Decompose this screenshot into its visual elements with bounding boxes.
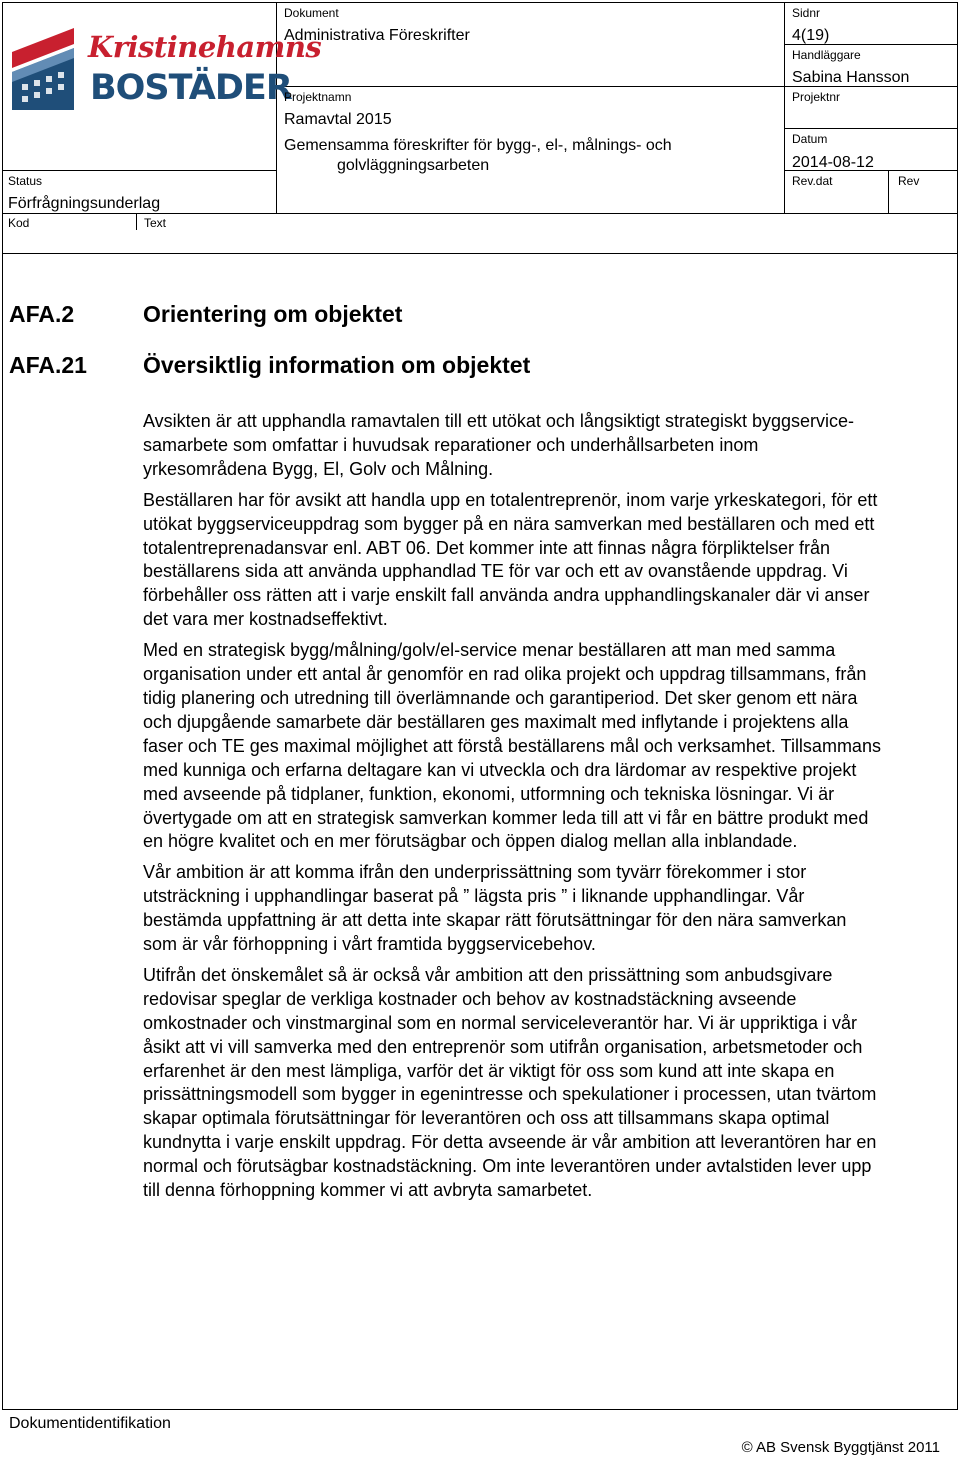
logo-script-text: Kristinehamns [88, 30, 322, 64]
paragraph: Utifrån det önskemålet så är också vår ambition att den prissättning som anbudsgivare redovisar speglar de verkliga kostnader och behov av kostnadstäckning avseende omkostnader och vinstmarginal som en normal serviceleverantör har. Vi är uppriktiga i vår åsikt att vi vill samverka med den entreprenör som utifrån organisation, arbetsmetoder och erfarenhet är den mest lämpliga, varför det är viktigt för oss som kund att inte skapa en prissättningsmodell som bygger in egenintresse och spekulationer i processen, utan tvärtom skapar optimala förutsättningar för leverantören och oss att tillsammans skapa optimal kundnytta i varje enskilt uppdrag. För detta avseende är vår ambition att leverantören har en normal och förutsägbar kostnadstäckning. Om inte leverantören under avtalstiden lever upp till denna förhoppning kommer vi att avbryta samarbetet. [143, 964, 877, 1201]
projektnamn-value-line1: Ramavtal 2015 [284, 111, 392, 128]
sidnr-value: 4(19) [792, 27, 830, 44]
section-title: Orientering om objektet [143, 301, 403, 327]
copyright-notice [742, 1438, 940, 1458]
projektnamn-value-line2: Gemensamma föreskrifter för bygg-, el-, målnings- och [284, 137, 672, 154]
projektnamn-value-line3: golvläggningsarbeten [337, 157, 490, 174]
revdat-label: Rev.dat [792, 174, 833, 188]
status-label: Status [8, 174, 43, 188]
status-value: Förfrågningsunderlag [8, 195, 161, 212]
copyright-icon: © [741, 1439, 753, 1456]
rev-label: Rev [898, 174, 920, 188]
projektnr-label: Projektnr [792, 90, 841, 104]
dokument-label: Dokument [284, 6, 339, 20]
datum-label: Datum [792, 132, 828, 146]
logo-wordmark: BOSTÄDER [90, 68, 292, 108]
body-text [143, 410, 883, 1210]
section-code: AFA.2 [9, 301, 75, 327]
projektnamn-label: Projektnamn [284, 90, 352, 104]
paragraph: Vår ambition är att komma ifrån den underprissättning som tyvärr förekommer i stor utsträckning i upphandlingar baserat på ” lägsta pris ” i liknande upphandlingar. Vår bestämda uppfattning är att detta inte skapar rätt förutsättningar för den nära samverkan som är vår förhoppning i vårt framtida byggservicebehov. [143, 862, 847, 955]
paragraph: Avsikten är att upphandla ramavtalen till ett utökat och långsiktigt strategiskt byggservice-samarbete som omfattar i huvudsak reparationer och underhållsarbeten inom yrkesområdena Bygg, El, Golv och Målning. [143, 411, 855, 479]
handlaggare-value: Sabina Hansson [792, 69, 910, 86]
kod-label: Kod [8, 216, 30, 230]
document-id-label: Dokumentidentifikation [9, 1415, 171, 1432]
paragraph: Beställaren har för avsikt att handla upp en totalentreprenör, inom varje yrkeskategori, för ett utökat byggserviceuppdrag som bygger på en nära samverkan med beställaren och med ett totalentreprenadansvar enl. ABT 06. Det kommer inte att finnas några förpliktelser från beställarens sida att använda upphandlad TE för var och ett av ovanstående uppdrag. Vi förbehåller oss rätten att i varje enskilt fall använda andra upphandlingskanaler där vi anser det vara mer kostnadseffektivt. [143, 489, 878, 630]
datum-value: 2014-08-12 [792, 154, 874, 171]
dokument-value: Administrativa Föreskrifter [284, 27, 470, 44]
handlaggare-label: Handläggare [792, 48, 861, 62]
text-label: Text [144, 216, 167, 230]
sidnr-label: Sidnr [792, 6, 821, 20]
section-code: AFA.21 [9, 352, 87, 378]
copyright-text: AB Svensk Byggtjänst 2011 [756, 1439, 940, 1456]
section-title: Översiktlig information om objektet [143, 352, 531, 378]
paragraph: Med en strategisk bygg/målning/golv/el-service menar beställaren att man med samma organisation under ett antal år genomför en rad olika projekt och uppdrag tillsammans, från tidig planering och utredning till överlämnande och garantiperiod. Det sker genom ett nära och djupgående samarbete där beställaren ges maximalt med inflytande i projektens alla faser och TE ges maximal möjlighet att förstå beställarens mål och verksamhet. Tillsammans med kunniga och erfarna deltagare kan vi utveckla och dra lärdomar av respektive projekt med avseende på tidplaner, funktion, ekonomi, utformning och tekniska lösningar. Vi är övertygade om att en strategisk samverkan kommer leda till att vi får en bättre produkt med en högre kvalitet och en mer förutsägbar och öppen dialog mellan alla inblandade. [143, 640, 881, 852]
building-logo-icon [8, 22, 80, 114]
